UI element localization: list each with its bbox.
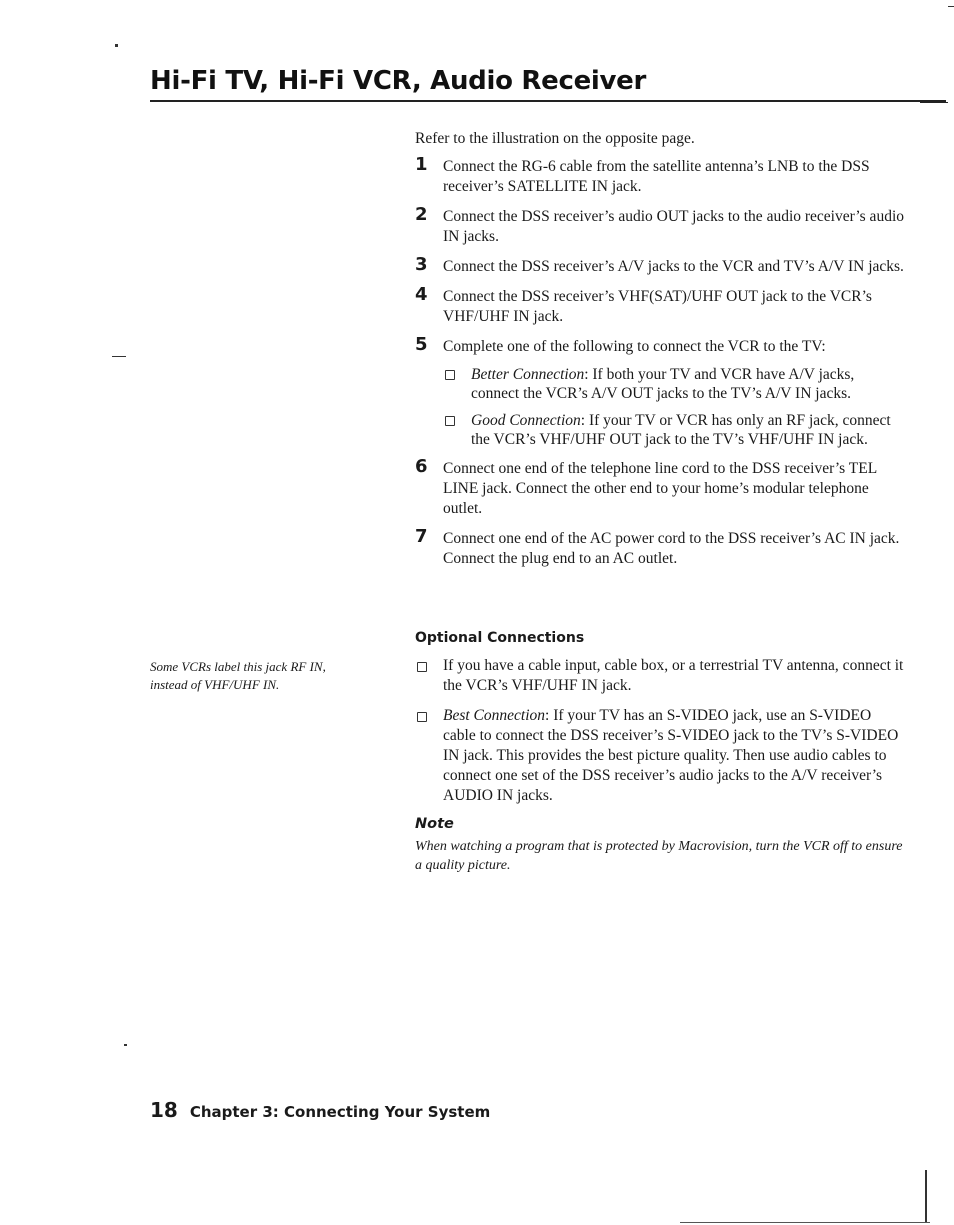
step-text: Connect the DSS receiver’s A/V jacks to the VCR and TV’s A/V IN jacks. <box>443 258 904 275</box>
step-number: 3 <box>415 254 428 275</box>
checkbox-bullet-icon <box>417 712 427 722</box>
step-number: 5 <box>415 334 428 355</box>
option-label: Good Connection <box>471 412 581 429</box>
title-rule-tail <box>920 102 948 103</box>
optional-item-text: : If your TV has an S-VIDEO jack, use an S-VIDEO cable to connect the DSS receiver’s S-VIDEO jack to the TV’s S-VIDEO IN jack. This provides the best picture quality. Then use audio cables to connect one set of the DSS receiver’s audio jacks to the A/V receiver’s AUDIO IN jacks. <box>443 707 899 804</box>
step-5-option-better <box>415 365 905 403</box>
scan-dash <box>112 356 126 357</box>
scan-speck <box>124 1044 127 1046</box>
option-label: Better Connection <box>471 366 585 383</box>
step-text: Connect one end of the AC power cord to the DSS receiver’s AC IN jack. Connect the plug end to an AC outlet. <box>443 530 900 567</box>
step-7 <box>415 526 905 569</box>
option-text: : If your TV or VCR has only an RF jack, connect the VCR’s VHF/UHF OUT jack to the TV’s VHF/UHF IN jack. <box>471 412 891 448</box>
step-1 <box>415 154 905 197</box>
step-5 <box>415 334 905 357</box>
step-number: 2 <box>415 204 428 225</box>
step-number: 6 <box>415 456 428 477</box>
page-title: Hi-Fi TV, Hi-Fi VCR, Audio Receiver <box>150 66 647 96</box>
intro-text: Refer to the illustration on the opposite page. <box>415 130 695 147</box>
title-rule <box>150 100 946 102</box>
optional-item-antenna <box>415 656 905 696</box>
step-4 <box>415 284 905 327</box>
step-number: 1 <box>415 154 428 175</box>
checkbox-bullet-icon <box>445 370 455 380</box>
step-text: Complete one of the following to connect the VCR to the TV: <box>443 338 826 355</box>
optional-connections-list <box>415 656 905 816</box>
page-number: 18 <box>150 1098 178 1122</box>
binding-edge-mark <box>925 1170 927 1222</box>
note-heading: Note <box>415 816 454 832</box>
optional-item-text: If you have a cable input, cable box, or a terrestrial TV antenna, connect it the VCR’s VHF/UHF IN jack. <box>443 657 904 694</box>
step-text: Connect the RG-6 cable from the satellite antenna’s LNB to the DSS receiver’s SATELLITE IN jack. <box>443 158 870 195</box>
note-text: When watching a program that is protected by Macrovision, turn the VCR off to ensure a quality picture. <box>415 839 903 873</box>
step-6 <box>415 456 905 519</box>
scan-corner-mark <box>948 6 954 7</box>
steps-list <box>415 154 905 579</box>
step-2 <box>415 204 905 247</box>
margin-note: Some VCRs label this jack RF IN, instead of VHF/UHF IN. <box>150 659 326 692</box>
option-text: : If both your TV and VCR have A/V jacks, connect the VCR’s A/V OUT jacks to the TV’s A/V IN jacks. <box>471 366 855 402</box>
chapter-title: Chapter 3: Connecting Your System <box>189 1103 491 1121</box>
optional-item-svideo <box>415 706 905 806</box>
checkbox-bullet-icon <box>417 662 427 672</box>
scan-speck <box>115 44 118 47</box>
page-edge-line <box>680 1222 930 1223</box>
step-3 <box>415 254 905 277</box>
optional-connections-heading: Optional Connections <box>415 630 585 646</box>
page-footer <box>150 1098 490 1122</box>
optional-item-label: Best Connection <box>443 707 546 724</box>
step-5-option-good <box>415 411 905 449</box>
step-text: Connect the DSS receiver’s audio OUT jacks to the audio receiver’s audio IN jacks. <box>443 208 904 245</box>
checkbox-bullet-icon <box>445 416 455 426</box>
step-number: 4 <box>415 284 428 305</box>
step-number: 7 <box>415 526 428 547</box>
step-text: Connect one end of the telephone line cord to the DSS receiver’s TEL LINE jack. Connect the other end to your home’s modular telephone outlet. <box>443 460 877 517</box>
step-text: Connect the DSS receiver’s VHF(SAT)/UHF OUT jack to the VCR’s VHF/UHF IN jack. <box>443 288 872 325</box>
